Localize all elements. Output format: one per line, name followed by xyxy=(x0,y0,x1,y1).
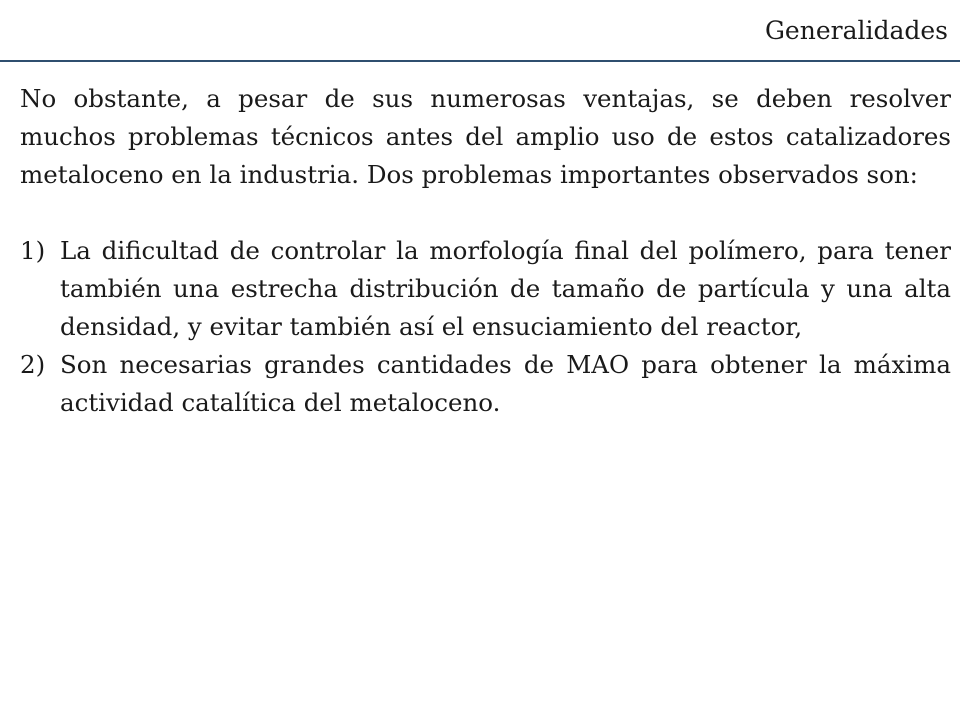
list-item xyxy=(20,232,951,346)
slide-body xyxy=(20,80,951,422)
list-item-text: La dificultad de controlar la morfología final del polímero, para tener también una estrecha distribución de tamaño de partícula y una alta densidad, y evitar también así el ensuciamiento del reactor, xyxy=(60,236,951,341)
list-marker: 2) xyxy=(20,350,46,379)
list-item xyxy=(20,346,951,422)
header-divider xyxy=(0,60,960,62)
list-marker: 1) xyxy=(20,236,46,265)
problems-list xyxy=(20,232,951,422)
intro-paragraph: No obstante, a pesar de sus numerosas ventajas, se deben resolver muchos problemas técnicos antes del amplio uso de estos catalizadores metaloceno en la industria. Dos problemas importantes observados son: xyxy=(20,84,951,189)
list-item-text: Son necesarias grandes cantidades de MAO para obtener la máxima actividad catalítica del metaloceno. xyxy=(60,350,951,417)
section-title: Generalidades xyxy=(764,16,948,45)
